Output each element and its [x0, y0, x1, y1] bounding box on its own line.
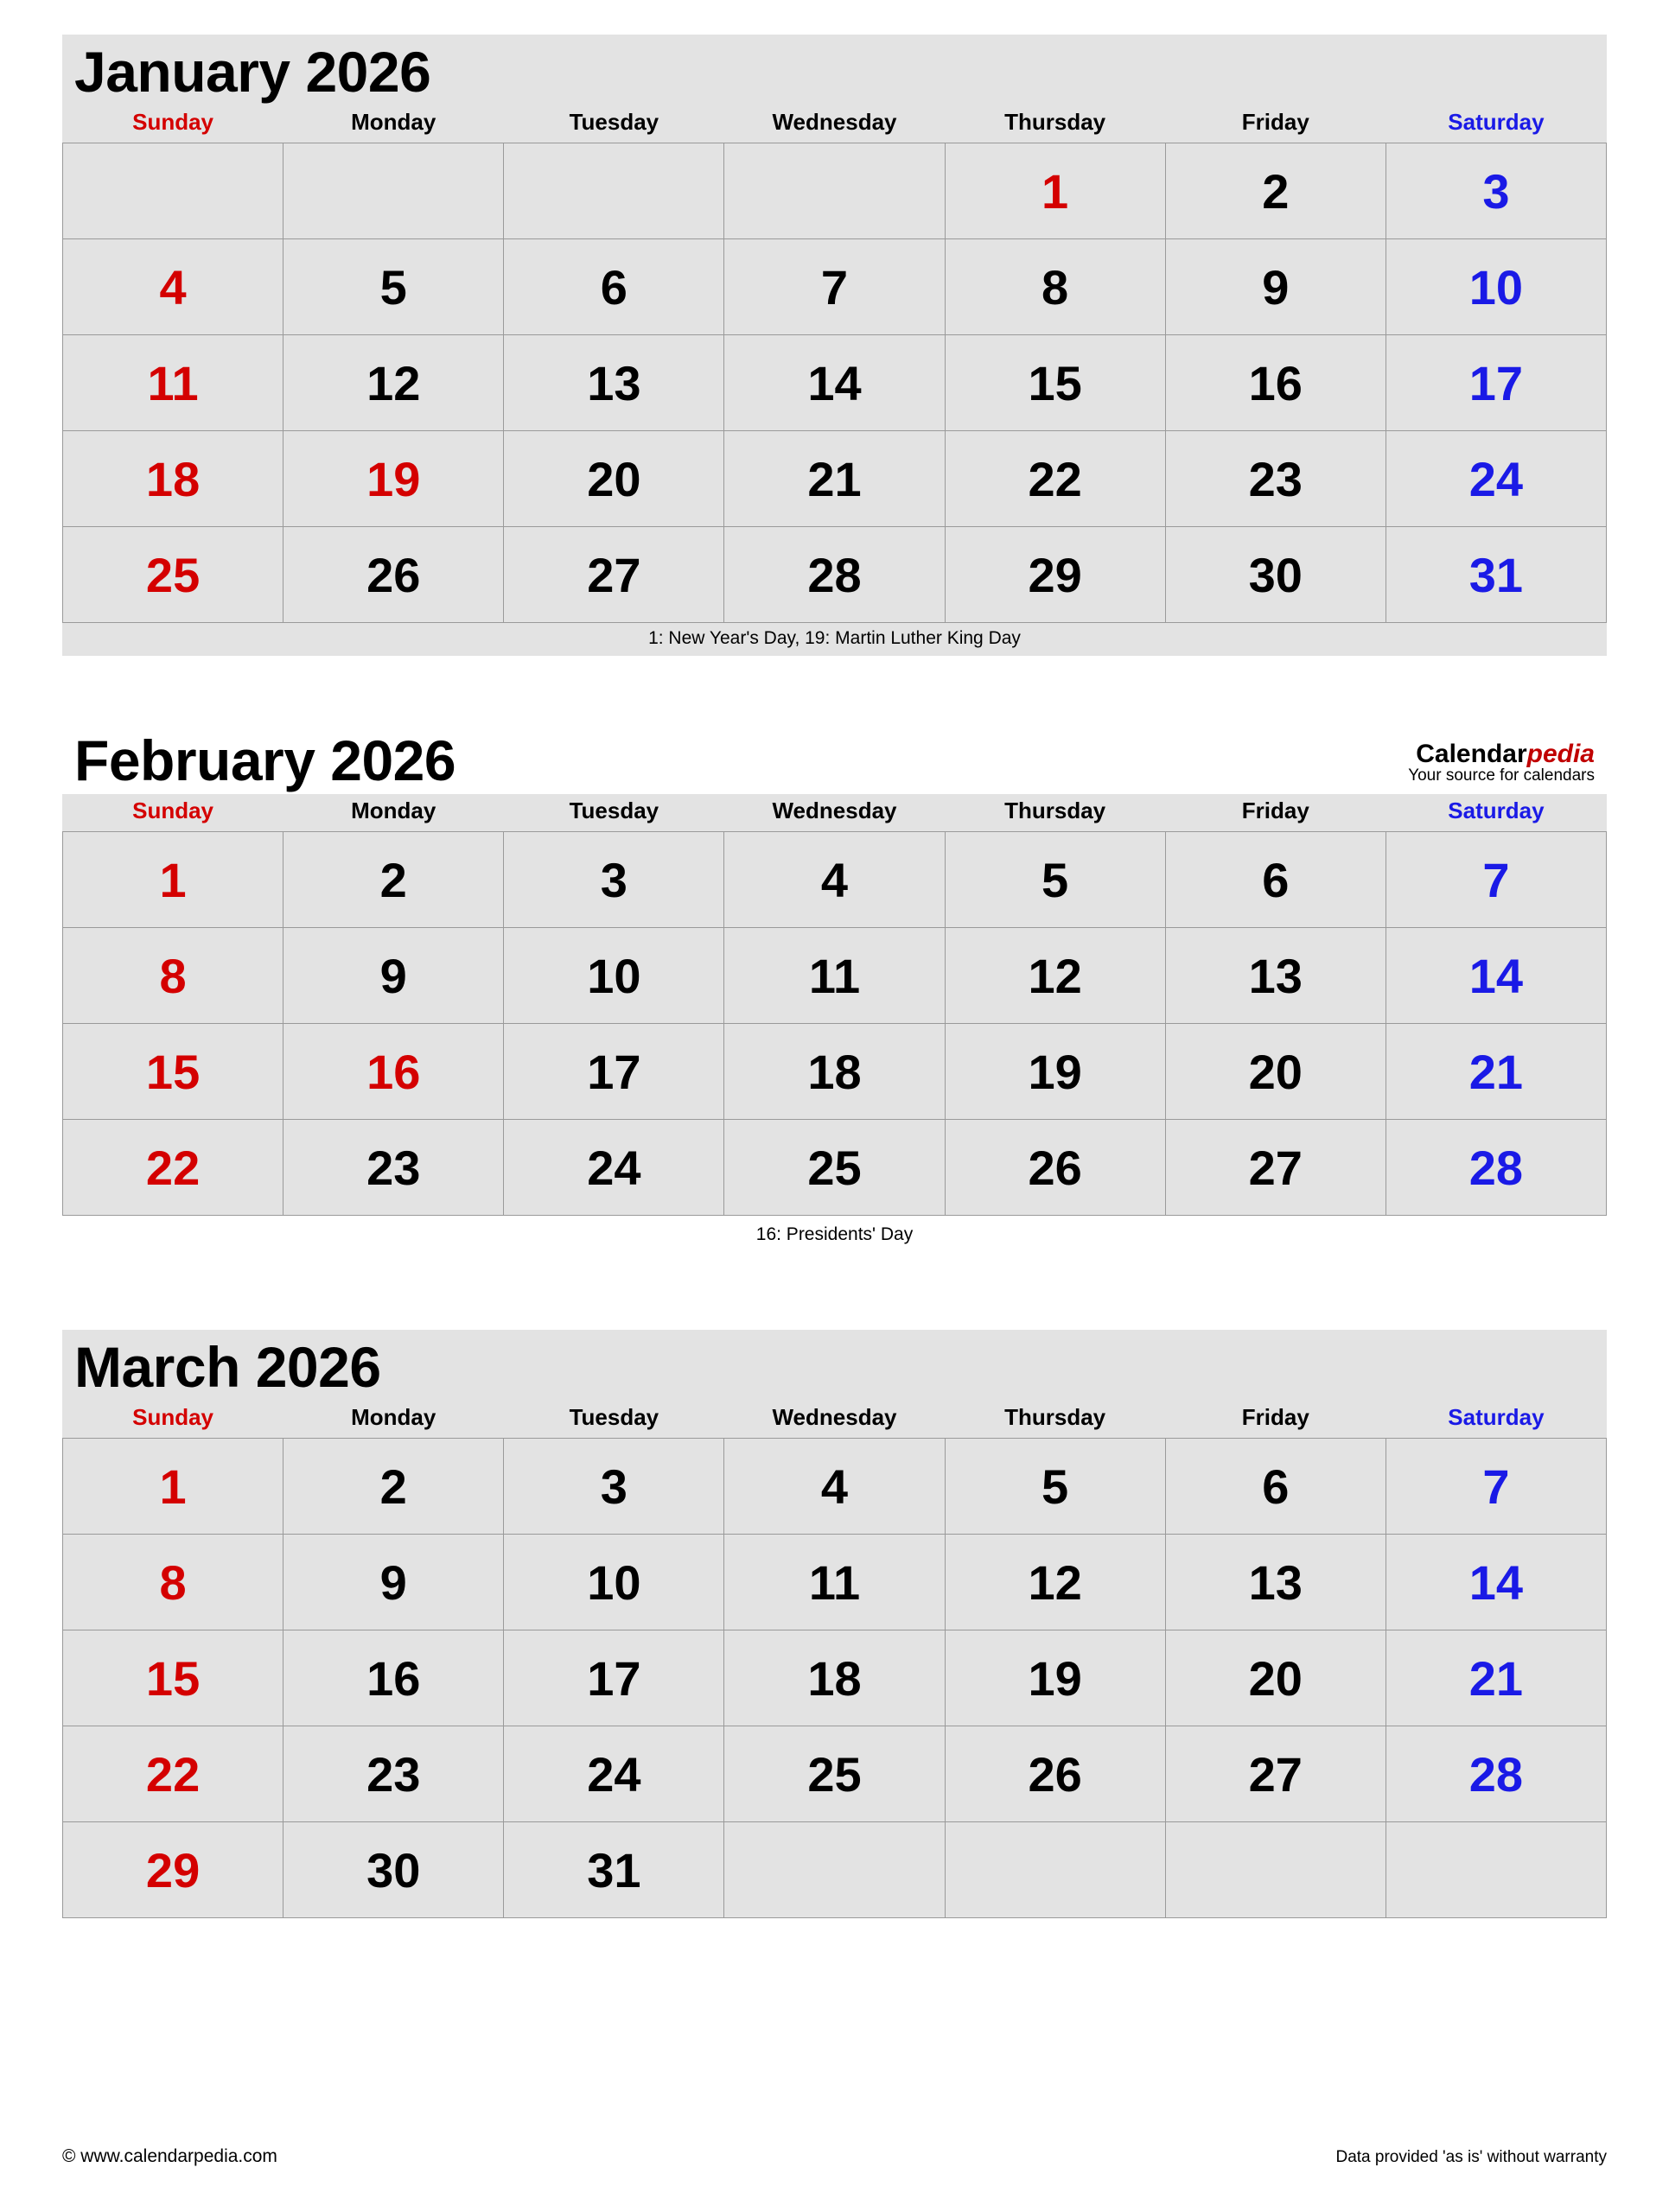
month-block-january	[62, 35, 1607, 656]
brand-name-part1: Calendar	[1416, 739, 1527, 768]
day-cell[interactable]: 7	[1386, 1439, 1606, 1535]
spacer	[62, 1252, 1607, 1330]
weekday-header-thursday: Thursday	[945, 105, 1165, 143]
weekday-header-wednesday: Wednesday	[724, 1401, 945, 1439]
day-cell[interactable]: 15	[945, 335, 1165, 431]
weekday-header-thursday: Thursday	[945, 1401, 1165, 1439]
spacer	[62, 656, 1607, 723]
day-cell[interactable]: 11	[63, 335, 283, 431]
day-cell[interactable]: 9	[283, 928, 504, 1024]
day-cell[interactable]: 1	[63, 1439, 283, 1535]
day-cell[interactable]: 16	[283, 1024, 504, 1120]
day-cell[interactable]: 20	[504, 431, 724, 527]
day-cell[interactable]: 5	[945, 832, 1165, 928]
day-cell[interactable]: 23	[283, 1726, 504, 1822]
brand-name-part2: pedia	[1526, 739, 1595, 768]
day-cell[interactable]: 25	[63, 527, 283, 623]
day-cell[interactable]: 23	[1165, 431, 1386, 527]
day-cell[interactable]: 24	[1386, 431, 1606, 527]
day-cell[interactable]: 31	[504, 1822, 724, 1918]
month-header-march	[62, 1330, 1607, 1401]
day-cell[interactable]: 19	[945, 1024, 1165, 1120]
day-cell[interactable]: 18	[63, 431, 283, 527]
day-cell[interactable]: 30	[283, 1822, 504, 1918]
day-cell[interactable]: 10	[504, 1535, 724, 1630]
day-cell[interactable]: 6	[1165, 1439, 1386, 1535]
day-cell-empty	[945, 1822, 1165, 1918]
weekday-header-friday: Friday	[1165, 794, 1386, 832]
weekday-header-friday: Friday	[1165, 1401, 1386, 1439]
day-cell[interactable]	[63, 143, 283, 239]
day-cell-empty	[724, 1822, 945, 1918]
month-block-february	[62, 723, 1607, 1252]
day-cell[interactable]: 19	[283, 431, 504, 527]
weekday-header-sunday: Sunday	[63, 105, 283, 143]
weekday-header-thursday: Thursday	[945, 794, 1165, 832]
day-cell[interactable]: 2	[283, 1439, 504, 1535]
weekday-header-wednesday: Wednesday	[724, 794, 945, 832]
week-row	[63, 431, 1607, 527]
day-cell[interactable]: 19	[945, 1630, 1165, 1726]
day-cell[interactable]	[504, 143, 724, 239]
day-cell[interactable]: 26	[945, 1120, 1165, 1216]
day-cell[interactable]: 4	[724, 832, 945, 928]
day-cell[interactable]: 25	[724, 1120, 945, 1216]
day-cell[interactable]: 25	[724, 1726, 945, 1822]
day-cell[interactable]: 3	[1386, 143, 1606, 239]
month-header-february	[62, 723, 1607, 794]
day-cell[interactable]: 20	[1165, 1024, 1386, 1120]
day-cell[interactable]: 17	[504, 1024, 724, 1120]
weekday-header-friday: Friday	[1165, 105, 1386, 143]
week-row	[63, 1439, 1607, 1535]
day-cell[interactable]: 1	[63, 832, 283, 928]
calendar-table-february	[62, 794, 1607, 1216]
brand-name	[1408, 741, 1595, 768]
day-cell[interactable]: 28	[724, 527, 945, 623]
day-cell[interactable]: 12	[283, 335, 504, 431]
week-row	[63, 928, 1607, 1024]
brand-tagline: Your source for calendars	[1408, 766, 1595, 785]
day-cell[interactable]: 29	[945, 527, 1165, 623]
day-cell[interactable]: 5	[945, 1439, 1165, 1535]
weekday-header-saturday: Saturday	[1386, 1401, 1606, 1439]
day-cell[interactable]: 10	[1386, 239, 1606, 335]
day-cell[interactable]: 14	[724, 335, 945, 431]
week-row	[63, 1822, 1607, 1918]
week-row	[63, 1726, 1607, 1822]
day-cell[interactable]: 18	[724, 1630, 945, 1726]
week-row	[63, 239, 1607, 335]
day-cell[interactable]: 28	[1386, 1726, 1606, 1822]
weekday-header-row	[63, 1401, 1607, 1439]
calendar-table-january	[62, 105, 1607, 623]
day-cell[interactable]: 6	[504, 239, 724, 335]
day-cell[interactable]: 3	[504, 1439, 724, 1535]
day-cell[interactable]: 7	[724, 239, 945, 335]
day-cell[interactable]: 4	[724, 1439, 945, 1535]
day-cell[interactable]: 20	[1165, 1630, 1386, 1726]
month-notes-january: 1: New Year's Day, 19: Martin Luther King Day	[62, 623, 1607, 656]
month-block-march	[62, 1330, 1607, 1918]
week-row	[63, 1024, 1607, 1120]
day-cell[interactable]: 14	[1386, 928, 1606, 1024]
footer-copyright[interactable]: © www.calendarpedia.com	[62, 2146, 277, 2166]
weekday-header-monday: Monday	[283, 794, 504, 832]
day-cell[interactable]: 24	[504, 1726, 724, 1822]
day-cell[interactable]: 22	[63, 1120, 283, 1216]
month-header-january	[62, 35, 1607, 105]
weekday-header-wednesday: Wednesday	[724, 105, 945, 143]
day-cell[interactable]: 16	[1165, 335, 1386, 431]
day-cell[interactable]: 17	[1386, 335, 1606, 431]
day-cell[interactable]: 21	[1386, 1024, 1606, 1120]
month-title-february: February 2026	[74, 728, 456, 792]
day-cell[interactable]: 26	[283, 527, 504, 623]
day-cell[interactable]: 14	[1386, 1535, 1606, 1630]
day-cell[interactable]: 10	[504, 928, 724, 1024]
weekday-header-sunday: Sunday	[63, 794, 283, 832]
day-cell[interactable]: 26	[945, 1726, 1165, 1822]
day-cell[interactable]: 22	[945, 431, 1165, 527]
day-cell[interactable]: 11	[724, 1535, 945, 1630]
month-title-march: March 2026	[74, 1335, 381, 1399]
week-row	[63, 143, 1607, 239]
day-cell[interactable]: 7	[1386, 832, 1606, 928]
day-cell-empty	[1165, 1822, 1386, 1918]
weekday-header-row	[63, 105, 1607, 143]
day-cell[interactable]: 21	[1386, 1630, 1606, 1726]
day-cell[interactable]: 13	[504, 335, 724, 431]
day-cell[interactable]: 15	[63, 1630, 283, 1726]
day-cell[interactable]: 8	[63, 928, 283, 1024]
weekday-header-monday: Monday	[283, 1401, 504, 1439]
day-cell[interactable]: 21	[724, 431, 945, 527]
day-cell[interactable]	[283, 143, 504, 239]
weekday-header-tuesday: Tuesday	[504, 105, 724, 143]
day-cell[interactable]: 27	[1165, 1726, 1386, 1822]
day-cell[interactable]: 13	[1165, 928, 1386, 1024]
day-cell[interactable]: 12	[945, 928, 1165, 1024]
day-cell[interactable]: 1	[945, 143, 1165, 239]
week-row	[63, 832, 1607, 928]
day-cell-empty	[1386, 1822, 1606, 1918]
day-cell[interactable]: 24	[504, 1120, 724, 1216]
day-cell[interactable]: 15	[63, 1024, 283, 1120]
day-cell[interactable]: 8	[63, 1535, 283, 1630]
day-cell[interactable]: 9	[1165, 239, 1386, 335]
week-row	[63, 527, 1607, 623]
day-cell[interactable]: 27	[1165, 1120, 1386, 1216]
weekday-header-monday: Monday	[283, 105, 504, 143]
month-notes-february: 16: Presidents' Day	[62, 1216, 1607, 1252]
day-cell[interactable]: 12	[945, 1535, 1165, 1630]
day-cell[interactable]: 18	[724, 1024, 945, 1120]
day-cell[interactable]: 8	[945, 239, 1165, 335]
day-cell[interactable]: 17	[504, 1630, 724, 1726]
week-row	[63, 1120, 1607, 1216]
day-cell[interactable]: 28	[1386, 1120, 1606, 1216]
weekday-header-sunday: Sunday	[63, 1401, 283, 1439]
day-cell[interactable]: 5	[283, 239, 504, 335]
day-cell[interactable]: 6	[1165, 832, 1386, 928]
week-row	[63, 335, 1607, 431]
page-footer	[62, 2146, 1607, 2167]
day-cell[interactable]: 9	[283, 1535, 504, 1630]
week-row	[63, 1630, 1607, 1726]
month-title-january: January 2026	[74, 40, 431, 104]
day-cell[interactable]: 29	[63, 1822, 283, 1918]
calendar-body-february	[63, 832, 1607, 1216]
day-cell[interactable]: 22	[63, 1726, 283, 1822]
weekday-header-tuesday: Tuesday	[504, 1401, 724, 1439]
day-cell[interactable]: 4	[63, 239, 283, 335]
week-row	[63, 1535, 1607, 1630]
day-cell[interactable]: 23	[283, 1120, 504, 1216]
calendar-body-march	[63, 1439, 1607, 1918]
day-cell[interactable]: 11	[724, 928, 945, 1024]
day-cell[interactable]: 13	[1165, 1535, 1386, 1630]
footer-disclaimer: Data provided 'as is' without warranty	[1335, 2148, 1607, 2166]
day-cell[interactable]: 27	[504, 527, 724, 623]
day-cell[interactable]: 31	[1386, 527, 1606, 623]
weekday-header-tuesday: Tuesday	[504, 794, 724, 832]
weekday-header-saturday: Saturday	[1386, 794, 1606, 832]
day-cell[interactable]: 2	[1165, 143, 1386, 239]
calendar-table-march	[62, 1401, 1607, 1918]
day-cell[interactable]: 3	[504, 832, 724, 928]
calendar-body-january	[63, 143, 1607, 623]
day-cell[interactable]: 30	[1165, 527, 1386, 623]
brand-logo	[1408, 741, 1595, 789]
day-cell[interactable]	[724, 143, 945, 239]
weekday-header-saturday: Saturday	[1386, 105, 1606, 143]
weekday-header-row	[63, 794, 1607, 832]
day-cell[interactable]: 2	[283, 832, 504, 928]
day-cell[interactable]: 16	[283, 1630, 504, 1726]
